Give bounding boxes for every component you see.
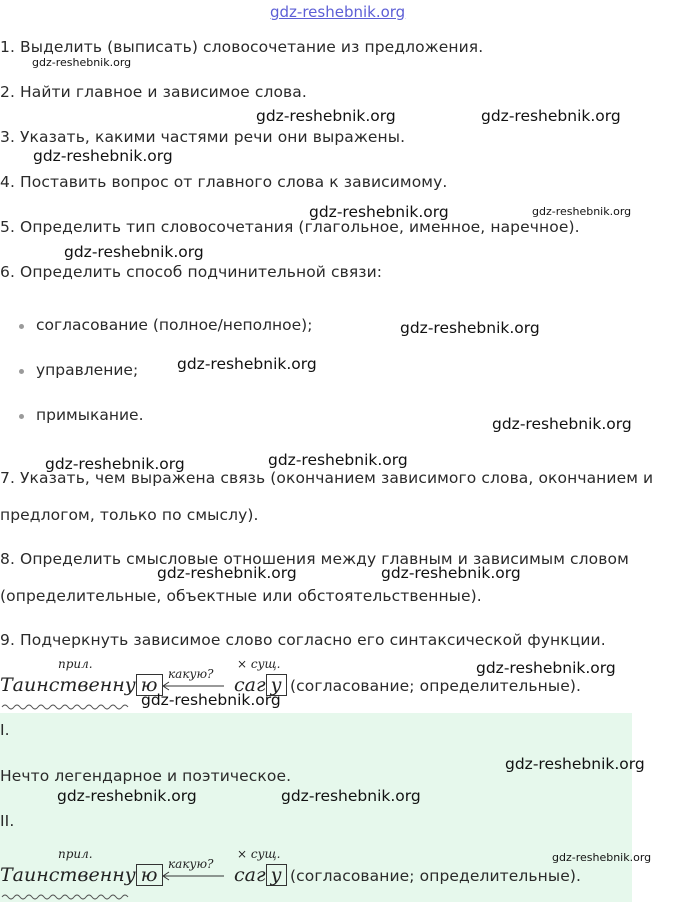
watermark: gdz-reshebnik.org — [492, 415, 632, 433]
step-8-line-1: 8. Определить смысловые отношения между главным и зависимым словом — [0, 550, 629, 568]
answer-label-1: I. — [0, 721, 10, 739]
watermark: gdz-reshebnik.org — [64, 243, 204, 261]
main-word-ending: у — [266, 864, 287, 886]
step-4: 4. Поставить вопрос от главного слова к зависимому. — [0, 173, 448, 191]
watermark: gdz-reshebnik.org — [552, 851, 652, 864]
watermark: gdz-reshebnik.org — [281, 787, 421, 805]
step-2: 2. Найти главное и зависимое слова. — [0, 83, 307, 101]
step-9: 9. Подчеркнуть зависимое слово согласно его синтаксической функции. — [0, 631, 606, 649]
label-adjective: прил. — [58, 847, 93, 861]
watermark: gdz-reshebnik.org — [33, 147, 173, 165]
example-note: (согласование; определительные). — [290, 677, 582, 695]
watermark: gdz-reshebnik.org — [57, 787, 197, 805]
watermark-top[interactable]: gdz-reshebnik.org — [270, 3, 406, 21]
watermark: gdz-reshebnik.org — [157, 564, 297, 582]
step-5: 5. Определить тип словосочетания (глагольное, именное, наречное). — [0, 218, 580, 236]
main-word-stem: саг — [234, 674, 266, 696]
watermark: gdz-reshebnik.org — [481, 107, 621, 125]
wavy-underline — [0, 703, 134, 711]
question-label: какую? — [168, 667, 214, 681]
watermark: gdz-reshebnik.org — [141, 691, 281, 709]
bullet-dot — [19, 369, 24, 374]
watermark: gdz-reshebnik.org — [177, 355, 317, 373]
step-7-line-1: 7. Указать, чем выражена связь (окончанием зависимого слова, окончанием и — [0, 469, 654, 487]
watermark: gdz-reshebnik.org — [505, 755, 645, 773]
main-word — [234, 864, 287, 886]
bullet-dot — [19, 414, 24, 419]
watermark: gdz-reshebnik.org — [476, 659, 616, 677]
bullet-adjacency: примыкание. — [36, 406, 144, 424]
dependent-word-stem: Таинственну — [0, 864, 136, 886]
main-word-stem: саг — [234, 864, 266, 886]
step-1: 1. Выделить (выписать) словосочетание из предложения. — [0, 38, 484, 56]
watermark: gdz-reshebnik.org — [45, 455, 185, 473]
watermark: gdz-reshebnik.org — [256, 107, 396, 125]
watermark: gdz-reshebnik.org — [32, 56, 132, 69]
main-word-ending: у — [266, 674, 287, 696]
watermark: gdz-reshebnik.org — [532, 205, 632, 218]
step-8-line-2: (определительные, объектные или обстоятельственные). — [0, 587, 482, 605]
example-note: (согласование; определительные). — [290, 867, 582, 885]
question-label: какую? — [168, 857, 214, 871]
watermark: gdz-reshebnik.org — [400, 319, 540, 337]
watermark: gdz-reshebnik.org — [309, 203, 449, 221]
answer-text-1: Нечто легендарное и поэтическое. — [0, 767, 292, 785]
step-6: 6. Определить способ подчинительной связи: — [0, 263, 383, 281]
watermark: gdz-reshebnik.org — [268, 451, 408, 469]
step-3: 3. Указать, какими частями речи они выражены. — [0, 128, 406, 146]
step-7-line-2: предлогом, только по смыслу). — [0, 506, 259, 524]
bullet-government: управление; — [36, 361, 139, 379]
answer-label-2: II. — [0, 812, 15, 830]
arrow-left-icon — [160, 870, 226, 882]
bullet-agreement: согласование (полное/неполное); — [36, 316, 313, 334]
watermark: gdz-reshebnik.org — [381, 564, 521, 582]
label-noun: × сущ. — [237, 847, 281, 861]
dependent-word — [0, 674, 163, 696]
dependent-word-stem: Таинственну — [0, 674, 136, 696]
dependent-word-ending: ю — [136, 864, 163, 886]
label-noun: × сущ. — [237, 657, 281, 671]
wavy-underline — [0, 893, 134, 901]
label-adjective: прил. — [58, 657, 93, 671]
bullet-dot — [19, 324, 24, 329]
dependent-word-ending: ю — [136, 674, 163, 696]
dependent-word — [0, 864, 163, 886]
